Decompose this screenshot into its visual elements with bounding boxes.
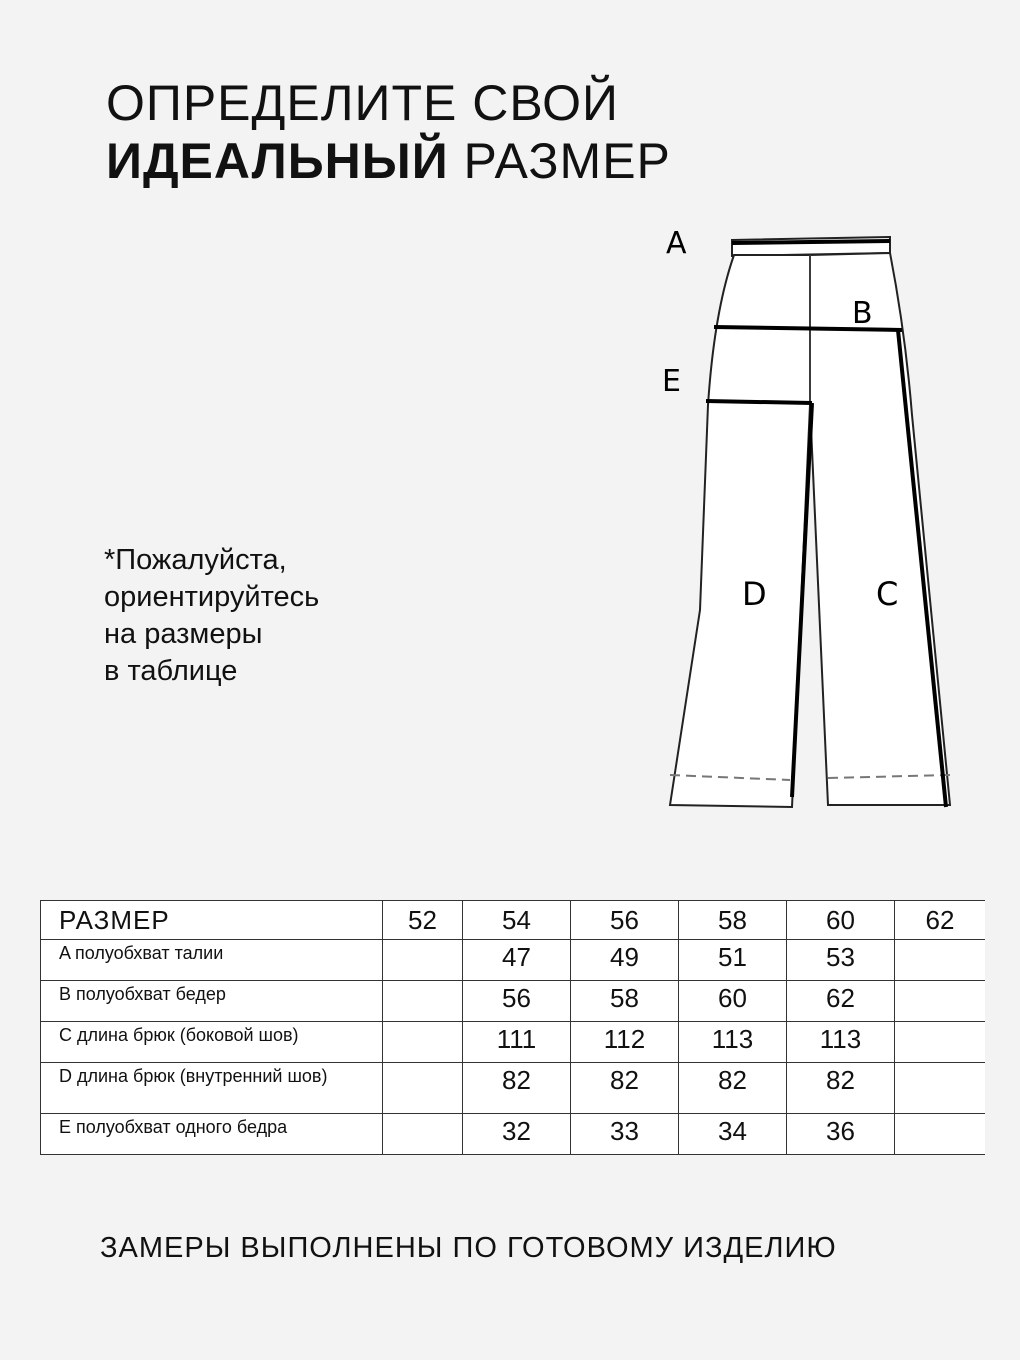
table-row — [41, 1114, 986, 1155]
note-line: в таблице — [104, 655, 238, 687]
left-leg — [670, 255, 810, 807]
title-rest: РАЗМЕР — [448, 133, 671, 189]
table-cell: 53 — [787, 940, 895, 981]
table-header-row — [41, 901, 986, 940]
size-col-60: 60 — [787, 901, 895, 940]
table-cell: 47 — [463, 940, 571, 981]
trousers-illustration — [650, 215, 970, 815]
row-label: C длина брюк (боковой шов) — [41, 1022, 383, 1063]
measure-e-line — [706, 401, 812, 403]
page-title — [106, 74, 671, 190]
size-table — [40, 900, 985, 1155]
table-row — [41, 940, 986, 981]
table-cell: 36 — [787, 1114, 895, 1155]
size-col-62: 62 — [895, 901, 986, 940]
table-cell: 111 — [463, 1022, 571, 1063]
table-cell — [383, 940, 463, 981]
note-line: ориентируйтесь — [104, 581, 320, 613]
table-cell: 49 — [571, 940, 679, 981]
label-b: B — [852, 296, 873, 331]
row-label: A полуобхват талии — [41, 940, 383, 981]
table-cell: 82 — [463, 1063, 571, 1114]
label-e: E — [662, 364, 681, 399]
note-line: *Пожалуйста, — [104, 544, 287, 576]
table-row — [41, 1063, 986, 1114]
table-cell — [895, 940, 986, 981]
table-cell: 62 — [787, 981, 895, 1022]
table-cell: 82 — [787, 1063, 895, 1114]
table-cell — [895, 981, 986, 1022]
size-note — [104, 542, 319, 690]
header-label: РАЗМЕР — [41, 901, 383, 940]
table-cell: 34 — [679, 1114, 787, 1155]
label-a: A — [666, 226, 687, 261]
table-cell — [383, 1063, 463, 1114]
row-label: B полуобхват бедер — [41, 981, 383, 1022]
table-cell: 56 — [463, 981, 571, 1022]
table-cell: 60 — [679, 981, 787, 1022]
table-cell: 113 — [679, 1022, 787, 1063]
footer-note: ЗАМЕРЫ ВЫПОЛНЕНЫ ПО ГОТОВОМУ ИЗДЕЛИЮ — [100, 1232, 837, 1264]
table-cell — [895, 1063, 986, 1114]
row-label: E полуобхват одного бедра — [41, 1114, 383, 1155]
table-cell — [895, 1114, 986, 1155]
table-cell — [383, 1114, 463, 1155]
size-col-56: 56 — [571, 901, 679, 940]
table-row — [41, 1022, 986, 1063]
right-leg — [810, 253, 950, 805]
size-col-54: 54 — [463, 901, 571, 940]
table-cell: 58 — [571, 981, 679, 1022]
title-bold-word: ИДЕАЛЬНЫЙ — [106, 133, 449, 189]
table-cell: 32 — [463, 1114, 571, 1155]
table-cell: 82 — [571, 1063, 679, 1114]
title-line-1: ОПРЕДЕЛИТЕ СВОЙ — [106, 75, 619, 131]
table-cell — [383, 1022, 463, 1063]
title-line-2 — [106, 132, 671, 190]
table-cell: 112 — [571, 1022, 679, 1063]
trousers-diagram — [650, 215, 970, 815]
table-cell — [895, 1022, 986, 1063]
size-col-58: 58 — [679, 901, 787, 940]
row-label: D длина брюк (внутренний шов) — [41, 1063, 383, 1114]
table-cell: 113 — [787, 1022, 895, 1063]
table-cell — [383, 981, 463, 1022]
measure-a-line — [732, 241, 890, 243]
table-cell: 51 — [679, 940, 787, 981]
label-c: C — [876, 575, 899, 613]
table-cell: 82 — [679, 1063, 787, 1114]
table-row — [41, 981, 986, 1022]
size-col-52: 52 — [383, 901, 463, 940]
label-d: D — [742, 575, 767, 613]
note-line: на размеры — [104, 618, 263, 650]
table-cell: 33 — [571, 1114, 679, 1155]
